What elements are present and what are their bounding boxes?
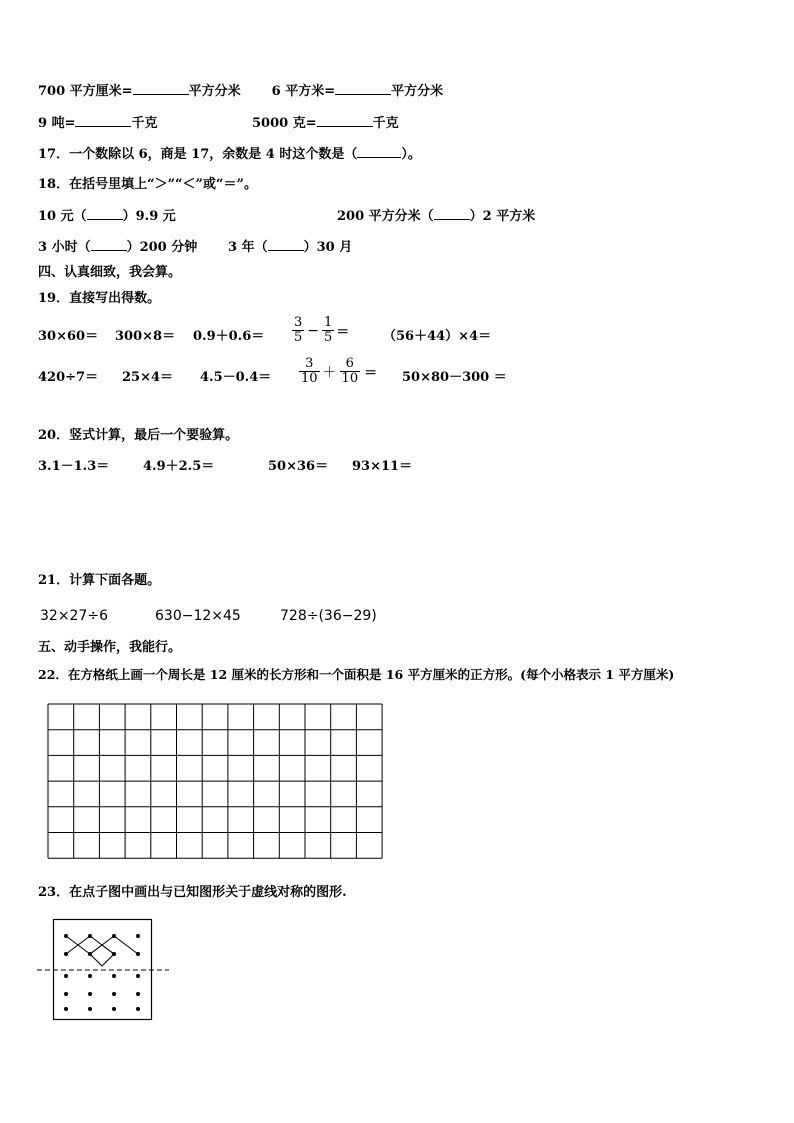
q21-item-3: 728÷(36−29) xyxy=(280,608,377,624)
operator: − xyxy=(307,322,320,339)
q18-item-4 xyxy=(228,238,352,257)
q19-r2-c1: 420÷7＝ xyxy=(38,370,99,385)
dot-grid-figure[interactable] xyxy=(35,915,175,1023)
grid-dot xyxy=(136,974,140,978)
numerator: 1 xyxy=(324,315,333,330)
diamond-shape xyxy=(90,945,114,966)
q19-r2-fraction-expr xyxy=(299,357,377,386)
fraction xyxy=(299,357,320,386)
q19-r1-c3: 0.9＋0.6＝ xyxy=(193,329,265,344)
grid-dot xyxy=(136,1007,140,1011)
numerator: 6 xyxy=(345,356,354,371)
conv-2a-right: 千克 xyxy=(131,116,158,131)
fraction xyxy=(322,316,334,345)
conv-1b-right: 平方分米 xyxy=(391,84,444,99)
grid-dot xyxy=(64,992,68,996)
q20-item-4: 93×11＝ xyxy=(352,459,413,474)
q18-item-2-right: ）2 平方米 xyxy=(469,209,536,224)
numerator: 3 xyxy=(305,356,314,371)
q20-item-2: 4.9＋2.5＝ xyxy=(143,459,215,474)
q17-end: ）。 xyxy=(401,147,421,162)
conv-2a-left: 9 吨= xyxy=(38,116,76,131)
q21-item-1: 32×27÷6 xyxy=(40,608,108,624)
q20-item-3: 50×36＝ xyxy=(268,459,329,474)
grid-dot xyxy=(88,1007,92,1011)
equals: ＝ xyxy=(364,366,378,381)
answer-blank[interactable] xyxy=(91,238,127,251)
conv-1b-left: 6 平方米= xyxy=(271,84,336,99)
grid-dot xyxy=(112,974,116,978)
conversion-row-2b xyxy=(252,114,399,133)
answer-blank[interactable] xyxy=(133,82,189,95)
denominator: 10 xyxy=(301,371,318,386)
q18-item-3-right: ）200 分钟 xyxy=(126,240,198,255)
q18-item-2 xyxy=(337,207,535,226)
denominator: 10 xyxy=(341,371,359,386)
answer-blank[interactable] xyxy=(357,145,401,158)
question-21: 21．计算下面各题。 xyxy=(38,573,161,588)
question-23: 23．在点子图中画出与已知图形关于虚线对称的图形. xyxy=(38,885,347,900)
question-17 xyxy=(38,145,421,164)
q19-r1-c1: 30×60＝ xyxy=(38,329,99,344)
q18-item-3-left: 3 小时（ xyxy=(38,240,91,255)
q19-r2-c5: 50×80－300 ＝ xyxy=(402,370,507,385)
q19-r1-fraction-expr xyxy=(292,316,349,345)
conversion-row-1 xyxy=(38,82,443,101)
question-22: 22．在方格纸上画一个周长是 12 厘米的长方形和一个面积是 16 平方厘米的正方形。(每个小格表示 1 平方厘米) xyxy=(38,667,675,682)
section-5-heading: 五、动手操作，我能行。 xyxy=(38,640,182,655)
q21-item-2: 630−12×45 xyxy=(155,608,241,624)
q18-item-1-right: ）9.9 元 xyxy=(122,209,176,224)
equals: ＝ xyxy=(336,325,350,340)
grid-dot xyxy=(64,974,68,978)
q19-r2-c2: 25×4＝ xyxy=(122,370,174,385)
zigzag-shape xyxy=(66,936,114,954)
q20-item-1: 3.1－1.3＝ xyxy=(38,459,110,474)
denominator: 5 xyxy=(294,330,303,345)
q17-text: 17．一个数除以 6，商是 17，余数是 4 时这个数是（ xyxy=(38,147,358,162)
conv-1a-right: 平方分米 xyxy=(188,84,241,99)
operator: ＋ xyxy=(322,364,337,381)
answer-blank[interactable] xyxy=(317,114,373,127)
question-18: 18．在括号里填上“＞”“＜”或“＝”。 xyxy=(38,177,257,192)
q19-r1-c5: （56＋44）×4＝ xyxy=(383,329,492,344)
answer-blank[interactable] xyxy=(268,238,304,251)
grid-dot xyxy=(112,1007,116,1011)
answer-blank[interactable] xyxy=(87,207,123,220)
answer-blank[interactable] xyxy=(335,82,391,95)
grid-dot xyxy=(88,992,92,996)
answer-blank[interactable] xyxy=(75,114,131,127)
fraction xyxy=(292,316,304,345)
q18-item-4-left: 3 年（ xyxy=(228,240,268,255)
answer-blank[interactable] xyxy=(434,207,470,220)
q18-item-4-right: ）30 月 xyxy=(303,240,353,255)
grid-dot xyxy=(112,992,116,996)
conv-2b-left: 5000 克= xyxy=(252,116,317,131)
q18-item-3 xyxy=(38,238,197,257)
grid-dot xyxy=(136,934,140,938)
q18-item-1 xyxy=(38,207,176,226)
conversion-row-2 xyxy=(38,114,157,133)
section-4-heading: 四、认真细致，我会算。 xyxy=(38,265,182,280)
grid-dot xyxy=(136,992,140,996)
denominator: 5 xyxy=(324,330,333,345)
question-19: 19．直接写出得数。 xyxy=(38,291,161,306)
numerator: 3 xyxy=(294,315,303,330)
grid-dot xyxy=(64,1007,68,1011)
conv-2b-right: 千克 xyxy=(372,116,399,131)
square-grid-paper[interactable] xyxy=(47,703,384,860)
fraction xyxy=(340,357,361,386)
grid-dot xyxy=(88,974,92,978)
question-20: 20．竖式计算，最后一个要验算。 xyxy=(38,428,239,443)
q18-item-1-left: 10 元（ xyxy=(38,209,87,224)
conv-1a-left: 700 平方厘米= xyxy=(38,84,133,99)
q18-item-2-left: 200 平方分米（ xyxy=(337,209,434,224)
q19-r2-c3: 4.5－0.4＝ xyxy=(200,370,272,385)
q19-r1-c2: 300×8＝ xyxy=(115,329,176,344)
